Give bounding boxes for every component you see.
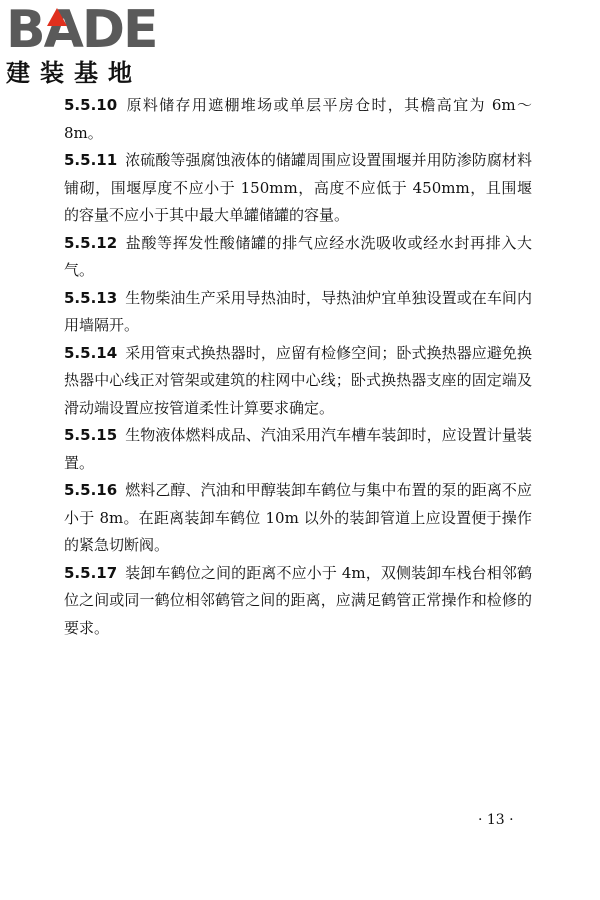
- clause-5-5-13: [64, 285, 532, 340]
- clause-5-5-17: [64, 560, 532, 643]
- clause-number: 5.5.10: [64, 96, 118, 114]
- clause-number: 5.5.13: [64, 288, 118, 307]
- clause-text: 燃料乙醇、汽油和甲醇装卸车鹤位与集中布置的泵的距离不应小于 8m。在距离装卸车鹤位 10m 以外的装卸管道上应设置便于操作的紧急切断阀。: [64, 481, 532, 554]
- clause-5-5-11: [64, 147, 532, 230]
- clause-5-5-14: [64, 340, 532, 423]
- clause-text: 浓硫酸等强腐蚀液体的储罐周围应设置围堰并用防渗防腐材料铺砌，围堰厚度不应小于 150mm，高度不应低于 450mm，且围堰的容量不应小于其中最大单罐储罐的容量。: [64, 151, 532, 224]
- clause-text: 原料储存用遮棚堆场或单层平房仓时，其檐高宜为 6m～8m。: [64, 96, 532, 142]
- clause-list: [64, 92, 532, 642]
- clause-number: 5.5.12: [64, 233, 118, 252]
- clause-text: 生物液体燃料成品、汽油采用汽车槽车装卸时，应设置计量装置。: [64, 426, 532, 472]
- clause-5-5-12: [64, 230, 532, 285]
- clause-5-5-15: [64, 422, 532, 477]
- page-number: · 13 ·: [478, 812, 514, 828]
- clause-text: 生物柴油生产采用导热油时，导热油炉宜单独设置或在车间内用墙隔开。: [64, 288, 532, 334]
- logo-wordmark: BADE: [6, 0, 157, 60]
- clause-number: 5.5.16: [64, 481, 118, 499]
- clause-number: 5.5.15: [64, 426, 118, 444]
- logo-subtitle: 建装基地: [6, 59, 142, 87]
- clause-text: 采用管束式换热器时，应留有检修空间；卧式换热器应避免换热器中心线正对管架或建筑的柱网中心线；卧式换热器支座的固定端及滑动端设置应按管道柔性计算要求确定。: [64, 343, 532, 417]
- clause-number: 5.5.11: [64, 151, 118, 169]
- clause-number: 5.5.17: [64, 563, 118, 582]
- logo-triangle-icon: [47, 8, 67, 26]
- clause-text: 盐酸等挥发性酸储罐的排气应经水洗吸收或经水封再排入大气。: [64, 233, 532, 279]
- clause-text: 装卸车鹤位之间的距离不应小于 4m，双侧装卸车栈台相邻鹤位之间或同一鹤位相邻鹤管之间的距离，应满足鹤管正常操作和检修的要求。: [64, 563, 532, 637]
- clause-5-5-10: [64, 92, 532, 147]
- bade-logo: [6, 2, 176, 92]
- clause-5-5-16: [64, 477, 532, 560]
- clause-number: 5.5.14: [64, 343, 118, 362]
